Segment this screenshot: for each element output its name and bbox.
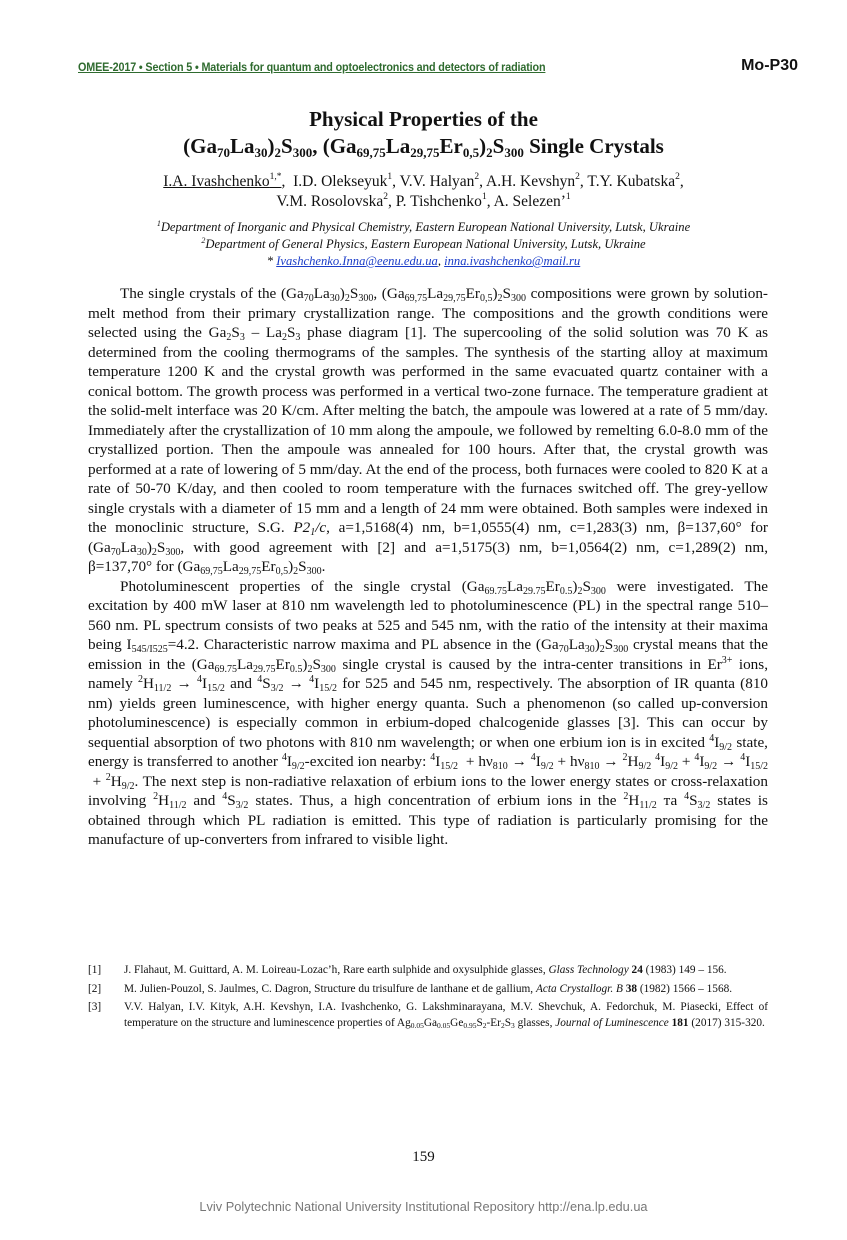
- reference-item: [3] V.V. Halyan, I.V. Kityk, A.H. Kevshyn, I.A. Ivashchenko, G. Lakshminarayana, M.V. Shevchuk, A. Fedorchuk, M. Piasecki, Effect of temperature on the structure and luminescence properties of $Ag_{0.05}Ga_{0.05}Ge_{0.95}S_2-Er_2S_3$ glasses, Journal of Luminescence 181 (2017) 315-320.: [88, 1001, 768, 1030]
- reference-list: [88, 963, 768, 1034]
- paper-code: Mo-P30: [741, 57, 798, 74]
- affiliation-1: $^1$Department of Inorganic and Physical Chemistry, Eastern European National University, Lutsk, Ukraine: [156, 219, 691, 234]
- author: P. Tishchenko$^1$: [395, 192, 487, 210]
- body-text: [88, 284, 768, 850]
- title-line-2: $(Ga_{70}La_{30})_2S_{300}$, $(Ga_{69,75}La_{29,75}Er_{0,5})_2S_{300}$ Single Crystals: [183, 134, 664, 160]
- author-list: I.A. Ivashchenko$^{1,*}$, I.D. Olekseyuk$^1$, V.V. Halyan$^2$, A.H. Kevshyn$^2$, T.Y. Kubatska$^2$, V.M. Rosolovska$^2$, P. Tishchenko$^1$, A. Selezen’$^1$: [163, 172, 684, 210]
- author: V.M. Rosolovska$^2$: [276, 192, 389, 210]
- reference-item: [2] M. Julien-Pouzol, S. Jaulmes, C. Dagron, Structure du trisulfure de lanthane et de gallium, Acta Crystallogr. B 38 (1982) 1566 – 1568.: [88, 982, 733, 995]
- repository-footer: Lviv Polytechnic National University Institutional Repository http://ena.lp.edu.ua: [199, 1199, 648, 1214]
- title-line-1: Physical Properties of the: [309, 107, 538, 131]
- author: I.D. Olekseyuk$^1$: [293, 172, 393, 190]
- author: A.H. Kevshyn$^2$: [486, 172, 580, 190]
- author: A. Selezen’$^1$: [493, 192, 571, 210]
- author: T.Y. Kubatska$^2$: [587, 172, 680, 190]
- paragraph-1: The single crystals of the $(Ga_{70}La_{30})_2S_{300}$, $(Ga_{69,75}La_{29,75}Er_{0,5})_2S_{300}$ compositions were grown by solution-melt method from their primary crystallization range. The compositions and the growth conditions were selected using the $Ga_2S_3 - La_2S_3$ phase diagram [1]. The supercooling of the solid solution was 70 K as determined from the cooling thermograms of the samples. The synthesis of the starting alloy at maximum temperature 1200 K and the crystal growth was performed in the same evacuated quartz container with a conical bottom. The growth process was performed in a vertical two-zone furnace. The temperature gradient at the solid-melt interface was 20 K/cm. After melting the batch, the ampoule was lowered at a rate of 5 mm/day. Immediately after the crystallization of 10 mm along the ampoule, we followed by remelting 6.0-8.0 mm of the crystallized portion. Then the ampoule was annealed for 100 hours. After that, the crystal growth was performed at a rate of lowering of 5 mm/day. At the end of the process, both furnaces were cooled to 820 K at a rate of 50-70 K/day, and then cooled to room temperature with the furnaces switched off. The grey-yellow single crystals with a diameter of 15 mm and a length of 24 mm were obtained. Both samples were indexed in the monoclinic structure, S.G. $P2_1/c$, a=1,5168(4) nm, b=1,0555(4) nm, c=1,283(3) nm, β=137,60° for $(Ga_{70}La_{30})_2S_{300}$, with good agreement with [2] and a=1,5175(3) nm, b=1,0564(2) nm, c=1,289(2) nm, β=137,70° for $(Ga_{69,75}La_{29,75}Er_{0,5})_2S_{300}$.: [88, 285, 769, 577]
- author: V.V. Halyan$^2$: [399, 172, 480, 190]
- presenting-author: I.A. Ivashchenko$^{1,*}$: [163, 172, 282, 190]
- email-link-1[interactable]: Ivashchenko.Inna@eenu.edu.ua: [276, 254, 438, 268]
- running-title: OMEE-2017 • Section 5 • Materials for quantum and optoelectronics and detectors of radiation: [78, 61, 546, 74]
- running-header: [78, 57, 798, 79]
- affiliations: [0, 219, 847, 270]
- page-number: 159: [412, 1149, 435, 1165]
- email-link-2[interactable]: inna.ivashchenko@mail.ru: [444, 254, 581, 268]
- paper-title: [0, 106, 847, 160]
- contact-emails: * Ivashchenko.Inna@eenu.edu.ua, inna.ivashchenko@mail.ru: [266, 254, 581, 268]
- affiliation-2: $^2$Department of General Physics, Eastern European National University, Lutsk, Ukraine: [201, 236, 646, 251]
- paragraph-2: Photoluminescent properties of the single crystal $(Ga_{69.75}La_{29.75}Er_{0.5})_2S_{300}$ were investigated. The excitation by 400 mW laser at 810 nm wavelength led to photoluminescence (PL) in the spectral range 510–560 nm. PL spectrum consists of two peaks at 525 and 545 nm, with the ratio of the intensity at their maxima being $I_{545/I525}=4.2$. Characteristic narrow maxima and PL absence in the $(Ga_{70}La_{30})_2S_{300}$ crystal means that the emission in the $(Ga_{69.75}La_{29.75}Er_{0.5})_2S_{300}$ single crystal is caused by the intra-center transitions in $Er^{3+}$ ions, namely $^2H_{11/2} \to ^4I_{15/2}$ and $^4S_{3/2} \to ^4I_{15/2}$ for 525 and 545 nm, respectively. The absorption of IR quanta (810 nm) yields green luminescence, with higher energy quanta. Such a phenomenon (so called up-conversion photoluminescence) is especially common in erbium-doped chalcogenide glasses [3]. This can occur by sequential absorption of two photons with 810 nm wavelength; or when one erbium ion is in excited $^4I_{9/2}$ state, energy is transferred to another $^4I_{9/2}$-excited ion nearby: $^4I_{15/2} + h\nu_{810} \to ^4I_{9/2} + h\nu_{810} \to ^2H_{9/2}$ $^4I_{9/2} + ^4I_{9/2} \to ^4I_{15/2} + ^2H_{9/2}$. The next step is non-radiative relaxation of erbium ions to the lower energy states or cross-relaxation involving $^2H_{11/2}$ and $^4S_{3/2}$ states. Thus, a high concentration of erbium ions in the $^2H_{11/2}$ та $^4S_{3/2}$ states is obtained through which PL radiation is emitted. This type of radiation is particularly promising for the manufacture of up-converters from infrared to visible light.: [88, 577, 769, 848]
- reference-item: [1] J. Flahaut, M. Guittard, A. M. Loireau-Lozac’h, Rare earth sulphide and oxysulphide glasses, Glass Technology 24 (1983) 149 – 156.: [88, 964, 727, 976]
